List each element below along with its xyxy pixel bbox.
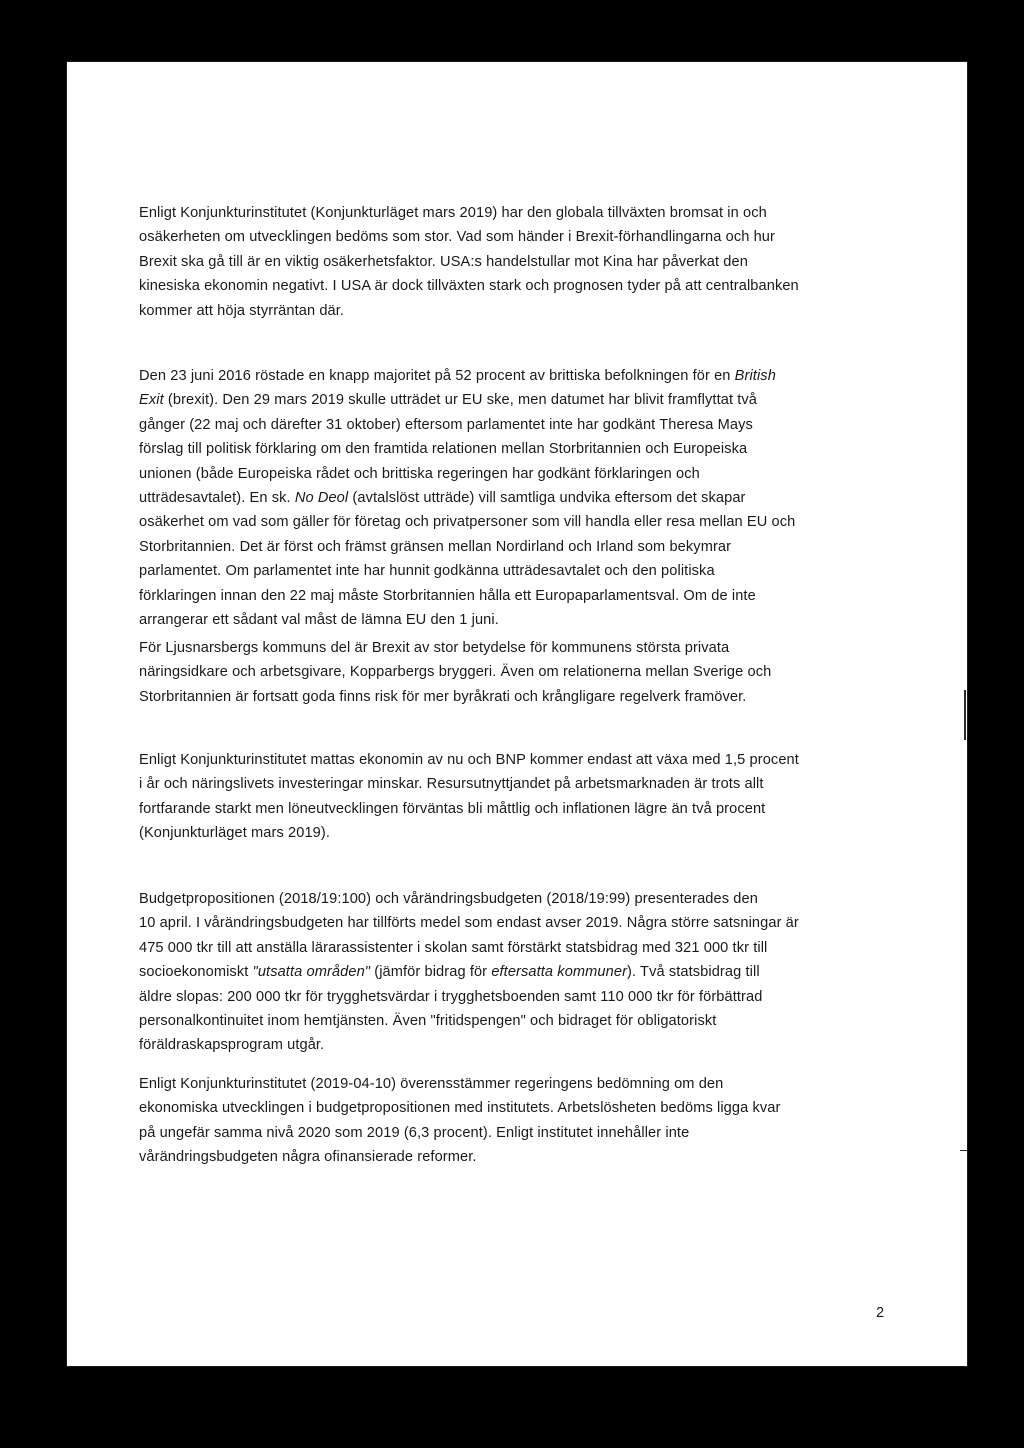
text-line: i år och näringslivets investeringar minskar. Resursutnyttjandet på arbetsmarknaden är trots allt <box>139 776 764 793</box>
text-line: Brexit ska gå till är en viktig osäkerhetsfaktor. USA:s handelstullar mot Kina har påverkat den <box>139 253 748 270</box>
paragraph-global-economy <box>139 201 889 323</box>
text-run: Den 23 juni 2016 röstade en knapp majoritet på 52 procent av brittiska befolkningen för en <box>139 368 735 384</box>
italic-run: No Deol <box>294 490 349 507</box>
text-line: förklaringen innan den 22 maj måste Storbritannien hålla ett Europaparlamentsval. Om de inte <box>139 587 756 604</box>
text-line: (Konjunkturläget mars 2019). <box>139 825 330 842</box>
text-line: näringsidkare och arbetsgivare, Kopparbergs bryggeri. Även om relationerna mellan Sverige och <box>139 664 772 681</box>
text-line: 10 april. I vårändringsbudgeten har tillförts medel som endast avser 2019. Några större satsningar är <box>139 915 799 932</box>
text-line: på ungefär samma nivå 2020 som 2019 (6,3 procent). Enligt institutet innehåller inte <box>139 1124 690 1141</box>
text-run: (jämför bidrag för <box>370 964 492 981</box>
text-run: (brexit). Den 29 mars 2019 skulle utträdet ur EU ske, men datumet har blivit framflyttat två <box>163 392 758 409</box>
text-line: osäkerhet om vad som gäller för företag och privatpersoner som vill handla eller resa mellan EU och <box>139 514 796 531</box>
text-line: vårändringsbudgeten några ofinansierade reformer. <box>139 1149 477 1166</box>
italic-run: "utsatta områden" <box>252 964 371 981</box>
text-line: osäkerheten om utvecklingen bedöms som stor. Vad som händer i Brexit-förhandlingarna och hur <box>139 229 775 246</box>
text-line: unionen (både Europeiska rådet och brittiska regeringen har godkänt förklaringen och <box>139 465 700 482</box>
text-line: arrangerar ett sådant val måst de lämna EU den 1 juni. <box>139 612 499 629</box>
page-number: 2 <box>876 1305 885 1321</box>
paragraph-brexit <box>139 364 889 632</box>
text-run: utträdesavtalet). En sk. <box>139 490 295 507</box>
text-line <box>139 486 889 510</box>
text-run: (avtalslöst utträde) vill samtliga undvika eftersom det skapar <box>348 490 746 507</box>
text-line <box>139 960 889 984</box>
italic-run: Exit <box>139 392 164 409</box>
scan-artifact <box>960 1150 968 1151</box>
text-line <box>139 388 889 412</box>
text-line: Enligt Konjunkturinstitutet (Konjunkturläget mars 2019) har den globala tillväxten bromsat in och <box>139 205 767 221</box>
text-line: kommer att höja styrräntan där. <box>139 302 345 319</box>
text-line: Storbritannien är fortsatt goda finns risk för mer byråkrati och krångligare regelverk framöver. <box>139 688 747 705</box>
text-line: parlamentet. Om parlamentet inte har hunnit godkänna utträdesavtalet och den politiska <box>139 563 715 580</box>
text-line: gånger (22 maj och därefter 31 oktober) eftersom parlamentet inte har godkänt Theresa Mays <box>139 416 753 433</box>
text-line: äldre slopas: 200 000 tkr för trygghetsvärdar i trygghetsboenden samt 110 000 tkr för förbättrad <box>139 988 763 1005</box>
paragraph-assessment <box>139 1072 889 1170</box>
text-line: personalkontinuitet inom hemtjänsten. Även "fritidspengen" och bidraget för obligatoriskt <box>139 1013 717 1030</box>
text-line <box>139 364 889 388</box>
text-line: Enligt Konjunkturinstitutet mattas ekonomin av nu och BNP kommer endast att växa med 1,5 procent <box>139 752 799 768</box>
text-run: ). Två statsbidrag till <box>627 964 760 981</box>
paragraph-ljusnarsberg <box>139 636 889 709</box>
text-line: fortfarande starkt men löneutvecklingen förväntas bli måttlig och inflationen lägre än två procent <box>139 800 766 817</box>
text-line: ekonomiska utvecklingen i budgetpropositionen med institutets. Arbetslösheten bedöms ligga kvar <box>139 1100 781 1117</box>
paragraph-konjunktur <box>139 748 889 846</box>
text-line: 475 000 tkr till att anställa lärarassistenter i skolan samt förstärkt statsbidrag med 321 000 tkr till <box>139 939 768 956</box>
text-line: Budgetpropositionen (2018/19:100) och vårändringsbudgeten (2018/19:99) presenterades den <box>139 891 758 907</box>
text-run: socioekonomiskt <box>139 964 253 981</box>
text-line: förslag till politisk förklaring om den framtida relationen mellan Storbritannien och Europeiska <box>139 441 748 458</box>
text-line: För Ljusnarsbergs kommuns del är Brexit av stor betydelse för kommunens största privata <box>139 640 730 656</box>
text-line: kinesiska ekonomin negativt. I USA är dock tillväxten stark och prognosen tyder på att centralbanken <box>139 278 799 295</box>
text-line: Enligt Konjunkturinstitutet (2019-04-10) överensstämmer regeringens bedömning om den <box>139 1076 724 1092</box>
text-line: föräldraskapsprogram utgår. <box>139 1037 325 1054</box>
text-line: Storbritannien. Det är först och främst gränsen mellan Nordirland och Irland som bekymrar <box>139 538 732 555</box>
italic-run: eftersatta kommuner <box>491 964 628 981</box>
scan-artifact <box>964 690 966 740</box>
paragraph-budget <box>139 887 889 1058</box>
italic-run: British <box>734 368 776 384</box>
